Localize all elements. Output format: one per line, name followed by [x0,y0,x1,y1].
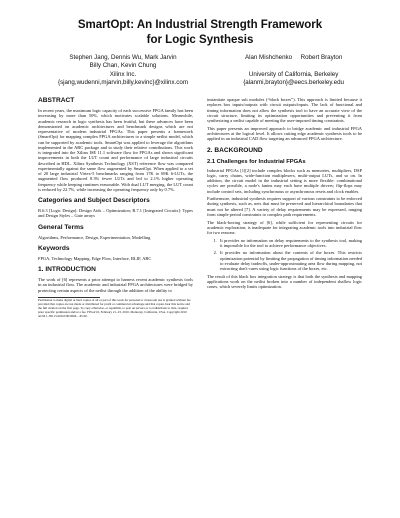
general-terms-text: Algorithms, Performance, Design, Experimentation, Modelling [38,234,151,240]
list-item: 2. It provides no information about the contents of the boxes. This restricts optimization potential by limiting the propagation of timing information needed to evaluate delay tradeoffs, under-approximating area flow during mapping, not extracting don't-cares using logic functions of the boxes, etc. [218,250,362,271]
keywords-text: FPGA, Technology Mapping, Edge Flow, Interface, BLIF, ABC [38,255,152,261]
categories-heading: Categories and Subject Descriptors [38,197,150,205]
author-emails: {sjang,wudenni,mjarvin,billy,kevinc}@xilinx.com [58,78,188,86]
abstract-text: In recent years, the maximum logic capacity of each successive FPGA family has been increasing by more than 50%, which motivates scalable solutions. Meanwhile, academic research in logic synthesis has been fruitful, but these advances have been demonstrated on academic architectures and benchmark designs which are not representative of modern industrial FPGAs. This paper presents a framework (SmartOpt) for mapping complex FPGA architectures to a simple netlist model, which can be supported by academic tools. SmartOpt was applied to leverage the algorithms implemented in the ABC package and to study their relative contributions. This work is integrated into the Xilinx ISE 11.1 software flow for FPGAs and shows significant improvements in both the LUT count and performance of large industrial circuits described in HDL. Xilinx Synthesis Technology (XST) reference flow was compared experimentally against the same flow augmented by SmartOpt. When applied to a set of 20 large industrial Virtex-5 benchmarks ranging from 17K to 69K 6-LUTs, the augmented flow produced 8.3% fewer LUTs and led to 2.1% higher operating frequency while keeping runtimes reasonable. With dual LUT merging, the LUT count is reduced by 22.7%, while increasing the operating frequency only by 0.7%. [38,108,193,192]
author-group-xilinx [58,54,188,87]
list-item: 1. It provides no information on delay requirements to the synthesis tool, making it impossible for the tool to achieve performance objectives. [218,238,362,249]
title-line-1: SmartOpt: An Industrial Strength Framework [77,19,323,31]
paragraph: This paper presents an improved approach to bridge academic and industrial FPGA architectures at the logical level. It allows cutting edge academic synthesis tools to be applied in an industrial CAD flow targeting an advanced FPGA architecture. [207,125,362,142]
title-line-2: for Logic Synthesis [146,34,254,46]
author-names: Billy Chan, Kevin Chung [89,62,157,70]
author-names: Stephen Jang, Dennis Wu, Mark Jarvin [69,54,177,61]
author-institution: Xilinx Inc. [109,70,137,78]
subsection-heading: 2.1 Challenges for Industrial FPGAs [207,158,306,165]
two-column-body [38,97,362,319]
introduction-heading: 1. INTRODUCTION [38,266,96,274]
paragraph: instantiate opaque sub modules (“black boxes”). This approach is limited because it replaces box inputs/outputs with circuit outputs/inputs. The lack of functional and timing information does not allow the synthesis tool to have an accurate view of the circuit structure, limiting its optimization opportunities and preventing it from synthesizing a netlist capable of meeting the user-imposed timing constraints. [207,97,362,124]
keywords-heading: Keywords [38,244,70,252]
background-heading: 2. BACKGROUND [207,146,263,154]
general-terms-heading: General Terms [38,223,84,231]
author-emails: {alanmi,brayton}@eecs.berkeley.edu [243,78,344,86]
paper-title [38,18,362,48]
paragraph: The result of this black box integration strategy is that both the synthesis and mapping applications work on the netlist broken into a number of independent shallow logic cones, which severely limits optimization. [207,273,362,290]
author-group-berkeley [243,54,344,87]
paragraph: Furthermore, industrial synthesis requires support of various constraints to be enforced during synthesis, such as, nets that must be preserved and hierarchical boundaries that must not be altered [7]. A variety of delay requirements may be expressed, ranging from simple period constraints to complex path requirements. [207,196,362,217]
copyright-footnote: Permission to make digital or hard copies of all or part of this work for personal or classroom use is granted without fee provided that copies are not made or distributed for profit or commercial advantage and that copies bear this notice and the full citation on the first page. To copy otherwise, or republish, to post on servers or to redistribute to lists, requires prior specific permission and/or a fee. FPGA'10, February 21–23, 2010, Monterey, California, USA. Copyright 2010 ACM 1-58113-000-0/00/0004…$5.00. [38,298,191,319]
abstract-heading: ABSTRACT [38,97,75,105]
author-block [38,54,362,87]
paragraph: Industrial FPGAs [1][2] include complex blocks such as memories, multipliers, DSP logic, carry chains, wide-function multiplexers, multi-output LUTs, and so on. In addition, the circuit model in the industrial setting is more flexible: combinational cycles are possible, a node's fanins may each have multiple drivers; flip-flops may include control sets, including synchronous or asynchronous resets and clock enables. [207,167,362,194]
author-institution: University of California, Berkeley [248,70,339,78]
categories-text: B.6.3 [Logic Design]: Design Aids – Optimization; B.7.1 [Integrated Circuits]: Types and Design Styles – Gate arrays [38,208,193,219]
introduction-text: The work of [6] represents a prior attempt to harness recent academic synthesis tools in an industrial flow. The academic and industrial FPGA architectures were bridged by protecting certain aspects of the netlist through the addition of the ability to [38,277,193,293]
right-column [207,97,362,319]
left-column [38,97,193,319]
paragraph: The black-boxing strategy of [6], while sufficient for representing circuits for academic exploration, is inadequate for integrating academic tools into industrial flow for two reasons: [207,219,362,236]
author-names: Alan Mishchenko Robert Brayton [244,54,343,61]
numbered-list [207,238,362,272]
